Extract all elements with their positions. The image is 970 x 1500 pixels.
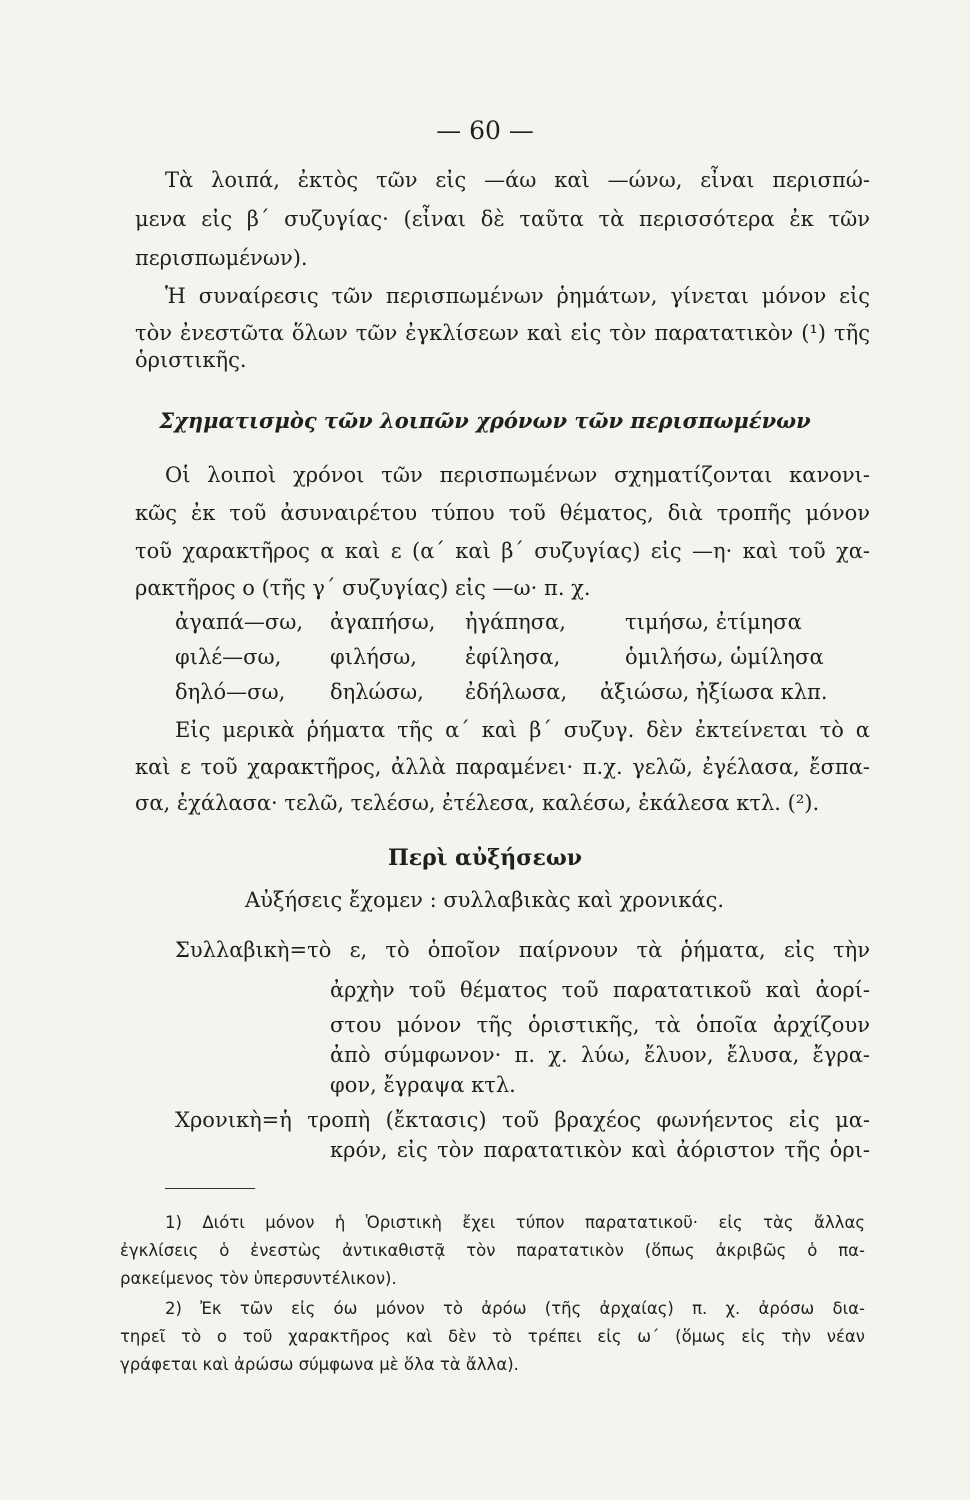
example-3a: δηλό—σω, [175,680,286,704]
example-3d: ἀξιώσω, ἠξίωσα κλπ. [600,680,828,704]
example-2a: φιλέ—σω, [175,645,282,669]
example-1c: ἠγάπησα, [465,610,566,634]
footnote-divider [165,1188,255,1189]
syllabic-line-5: φον, ἔγραψα κτλ. [330,1073,516,1097]
intro-line-2: μενα εἰς β΄ συζυγίας· (εἶναι δὲ ταῦτα τὰ περισσότερα ἐκ τῶν [135,207,870,231]
example-1d: τιμήσω, ἐτίμησα [625,610,802,634]
example-2c: ἐφίλησα, [465,645,561,669]
syllabic-line-2: ἀρχὴν τοῦ θέματος τοῦ παρατατικοῦ καὶ ἀορί- [330,978,870,1002]
example-3b: δηλώσω, [330,680,424,704]
footnote-1-line-2: ἐγκλίσεις ὁ ἐνεστὼς ἀντικαθιστᾷ τὸν παρατατικὸν (ὅπως ἀκριβῶς ὁ πα- [120,1241,865,1260]
intro-line-6: ὁριστικῆς. [135,348,247,372]
para2-line-4: ρακτῆρος ο (τῆς γ΄ συζυγίας) εἰς —ω· π. χ. [135,576,591,600]
para3-line-3: σα, ἐχάλασα· τελῶ, τελέσω, ἐτέλεσα, καλέσω, ἐκάλεσα κτλ. (²). [135,791,820,815]
section-heading-formation: Σχηματισμὸς τῶν λοιπῶν χρόνων τῶν περισπωμένων [159,408,811,433]
syllabic-line-4: ἀπὸ σύμφωνον· π. χ. λύω, ἔλυον, ἔλυσα, ἔγρα- [330,1043,870,1067]
para3-line-1: Εἰς μερικὰ ῥήματα τῆς α΄ καὶ β΄ συζυγ. δὲν ἐκτείνεται τὸ α [175,718,870,742]
syllabic-line-1: Συλλαβικὴ=τὸ ε, τὸ ὁποῖον παίρνουν τὰ ῥήματα, εἰς τὴν [175,938,870,962]
example-2d: ὁμιλήσω, ὡμίλησα [625,645,824,669]
footnote-2-line-2: τηρεῖ τὸ ο τοῦ χαρακτῆρος καὶ δὲν τὸ τρέπει εἰς ω΄ (ὅμως εἰς τὴν νέαν [120,1327,865,1346]
intro-line-1: Τὰ λοιπά, ἐκτὸς τῶν εἰς —άω καὶ —ώνω, εἶναι περισπώ- [165,168,870,192]
intro-line-5: τὸν ἐνεστῶτα ὅλων τῶν ἐγκλίσεων καὶ εἰς τὸν παρατατικὸν (¹) τῆς [135,321,870,345]
para2-line-1: Οἱ λοιποὶ χρόνοι τῶν περισπωμένων σχηματίζονται κανονι- [165,463,870,487]
para2-line-3: τοῦ χαρακτῆρος α καὶ ε (α΄ καὶ β΄ συζυγίας) εἰς —η· καὶ τοῦ χα- [135,539,870,563]
temporal-line-1: Χρονικὴ=ἡ τροπὴ (ἔκτασις) τοῦ βραχέος φωνήεντος εἰς μα- [175,1108,870,1132]
para2-line-2: κῶς ἐκ τοῦ ἀσυναιρέτου τύπου τοῦ θέματος, διὰ τροπῆς μόνον [135,501,870,525]
augment-intro: Αὐξήσεις ἔχομεν : συλλαβικὰς καὶ χρονικάς. [245,888,725,912]
example-2b: φιλήσω, [330,645,417,669]
para3-line-2: καὶ ε τοῦ χαρακτῆρος, ἀλλὰ παραμένει· π.χ. γελῶ, ἐγέλασα, ἔσπα- [135,755,870,779]
footnote-2-line-1: 2) Ἐκ τῶν εἰς όω μόνον τὸ ἀρόω (τῆς ἀρχαίας) π. χ. ἀρόσω δια- [165,1299,865,1318]
footnote-1-line-3: ρακείμενος τὸν ὑπερσυντέλικον). [120,1269,397,1288]
page-number: — 60 — [436,116,534,145]
footnote-1-line-1: 1) Διότι μόνον ἡ Ὁριστικὴ ἔχει τύπον παρατατικοῦ· εἰς τὰς ἄλλας [165,1213,865,1232]
footnote-2-line-3: γράφεται καὶ ἀρώσω σύμφωνα μὲ ὅλα τὰ ἄλλα). [120,1355,519,1374]
example-1a: ἀγαπά—σω, [175,610,304,634]
temporal-line-2: κρόν, εἰς τὸν παρατατικὸν καὶ ἀόριστον τῆς ὁρι- [330,1138,870,1162]
intro-line-4: Ἡ συναίρεσις τῶν περισπωμένων ῥημάτων, γίνεται μόνον εἰς [165,284,870,308]
example-1b: ἀγαπήσω, [330,610,436,634]
example-3c: ἐδήλωσα, [465,680,568,704]
syllabic-line-3: στου μόνον τῆς ὁριστικῆς, τὰ ὁποῖα ἀρχίζουν [330,1013,870,1037]
section-heading-augments: Περὶ αὐξήσεων [387,845,583,871]
intro-line-3: περισπωμένων). [135,246,308,270]
